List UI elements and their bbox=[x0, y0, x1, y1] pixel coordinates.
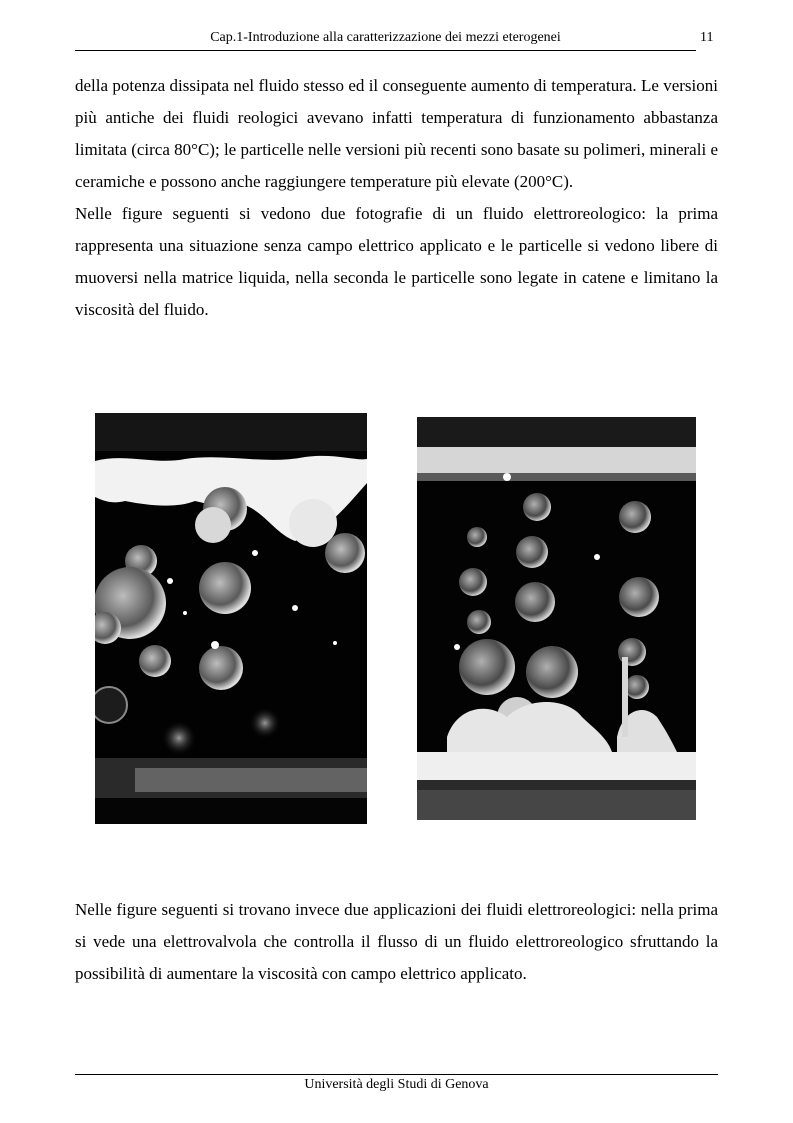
paragraph-2: Nelle figure seguenti si vedono due fotografie di un fluido elettroreologico: la prima rappresenta una situazione senza campo elettrico applicato e le particelle si vedono libere di muoversi nella matrice liquida, nella seconda le particelle sono legate in catene e limitano la viscosità del fluido. bbox=[75, 204, 718, 319]
body-text-upper bbox=[75, 70, 718, 326]
page-number: 11 bbox=[700, 30, 714, 45]
photo-fluid-no-field bbox=[95, 413, 367, 824]
footer-university: Università degli Studi di Genova bbox=[304, 1077, 489, 1092]
body-text-lower bbox=[75, 894, 718, 990]
paragraph-1: della potenza dissipata nel fluido stesso ed il conseguente aumento di temperatura. Le versioni più antiche dei fluidi reologici avevano infatti temperatura di funzionamento abbastanza limitata (circa 80°C); le particelle nelle versioni più recenti sono basate su polimeri, minerali e ceramiche e possono anche raggiungere temperature più elevate (200°C). bbox=[75, 76, 718, 191]
header-rule bbox=[75, 50, 696, 51]
paragraph-3: Nelle figure seguenti si trovano invece due applicazioni dei fluidi elettroreologici: nella prima si vede una elettrovalvola che controlla il flusso di un fluido elettroreologico sfruttando la possibilità di aumentare la viscosità con campo elettrico applicato. bbox=[75, 900, 718, 983]
footer-rule bbox=[75, 1074, 718, 1075]
running-header-title: Cap.1-Introduzione alla caratterizzazione dei mezzi eterogenei bbox=[210, 30, 561, 45]
photo-fluid-with-field bbox=[417, 417, 696, 820]
